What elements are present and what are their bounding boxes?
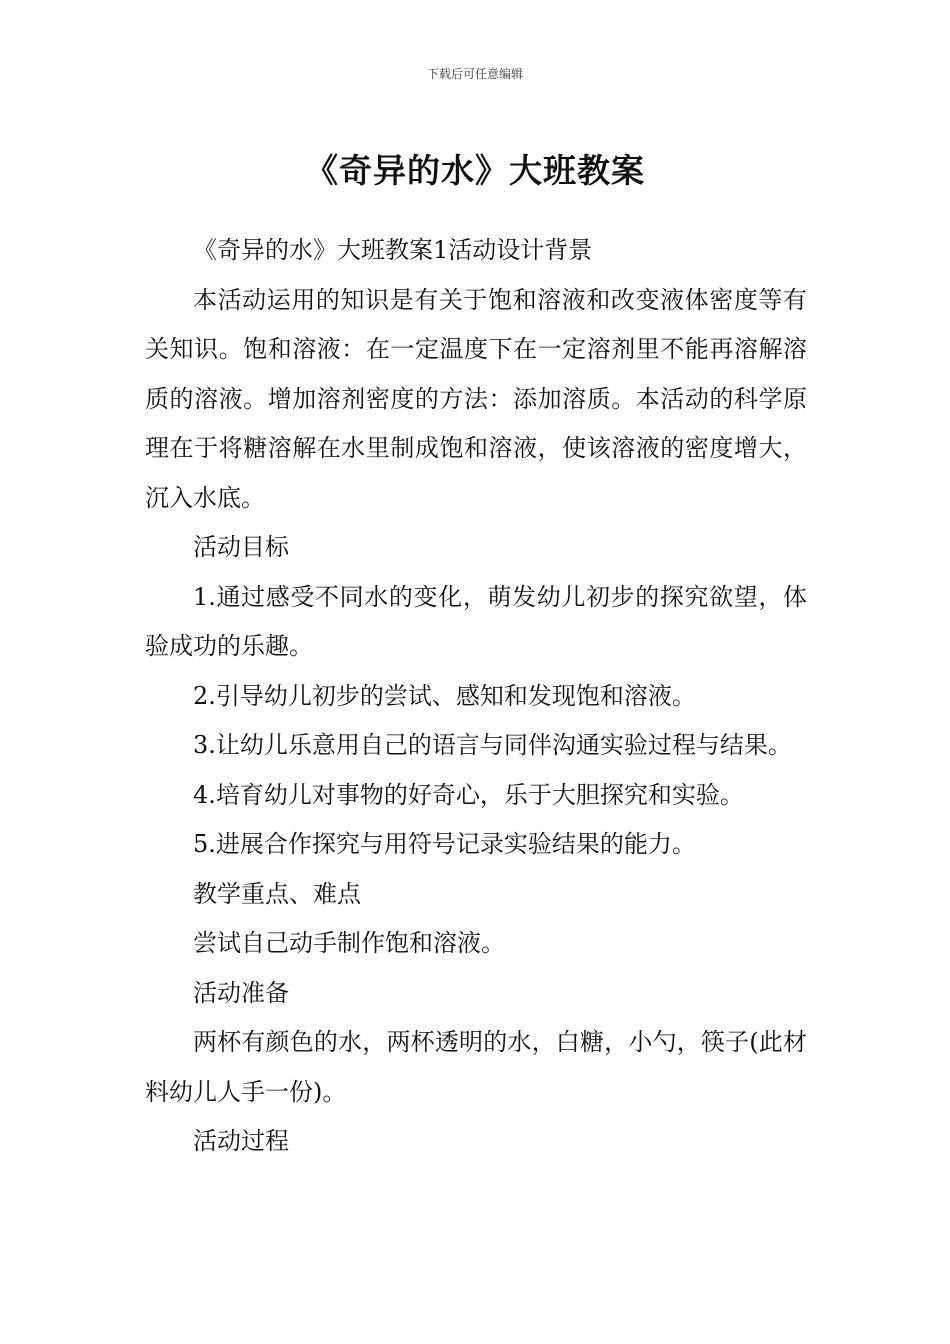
goal-item-2: 2.引导幼儿初步的尝试、感知和发现饱和溶液。: [193, 681, 696, 710]
goal-item-4: 4.培育幼儿对事物的好奇心，乐于大胆探究和实验。: [193, 780, 744, 809]
paragraph-background: 本活动运用的知识是有关于饱和溶液和改变液体密度等有关知识。饱和溶液：在一定温度下在一定溶剂里不能再溶解溶质的溶液。增加溶剂密度的方法：添加溶质。本活动的科学原理在于将糖溶解在水里制成饱和溶液，使该溶液的密度增大，沉入水底。: [145, 285, 807, 512]
section-heading-key-points: 教学重点、难点: [193, 879, 361, 908]
section-heading-preparation: 活动准备: [193, 978, 289, 1007]
section-heading-goals: 活动目标: [193, 533, 289, 561]
document-body: [145, 226, 807, 1167]
preparation-text: 两杯有颜色的水，两杯透明的水，白糖，小勺，筷子(此材料幼儿人手一份)。: [145, 1028, 807, 1106]
section-heading-process: 活动过程: [193, 1127, 289, 1155]
goal-item-3: 3.让幼儿乐意用自己的语言与同伴沟通实验过程与结果。: [193, 731, 792, 759]
page-header-note: 下载后可任意编辑: [426, 67, 523, 81]
document-title: 《奇异的水》大班教案: [305, 151, 645, 191]
goal-item-1: 1.通过感受不同水的变化，萌发幼儿初步的探究欲望，体验成功的乐趣。: [145, 582, 807, 660]
paragraph-background-heading: 《奇异的水》大班教案1活动设计背景: [193, 236, 593, 264]
key-point-text: 尝试自己动手制作饱和溶液。: [193, 929, 505, 957]
goal-item-5: 5.进展合作探究与用符号记录实验结果的能力。: [193, 830, 696, 858]
